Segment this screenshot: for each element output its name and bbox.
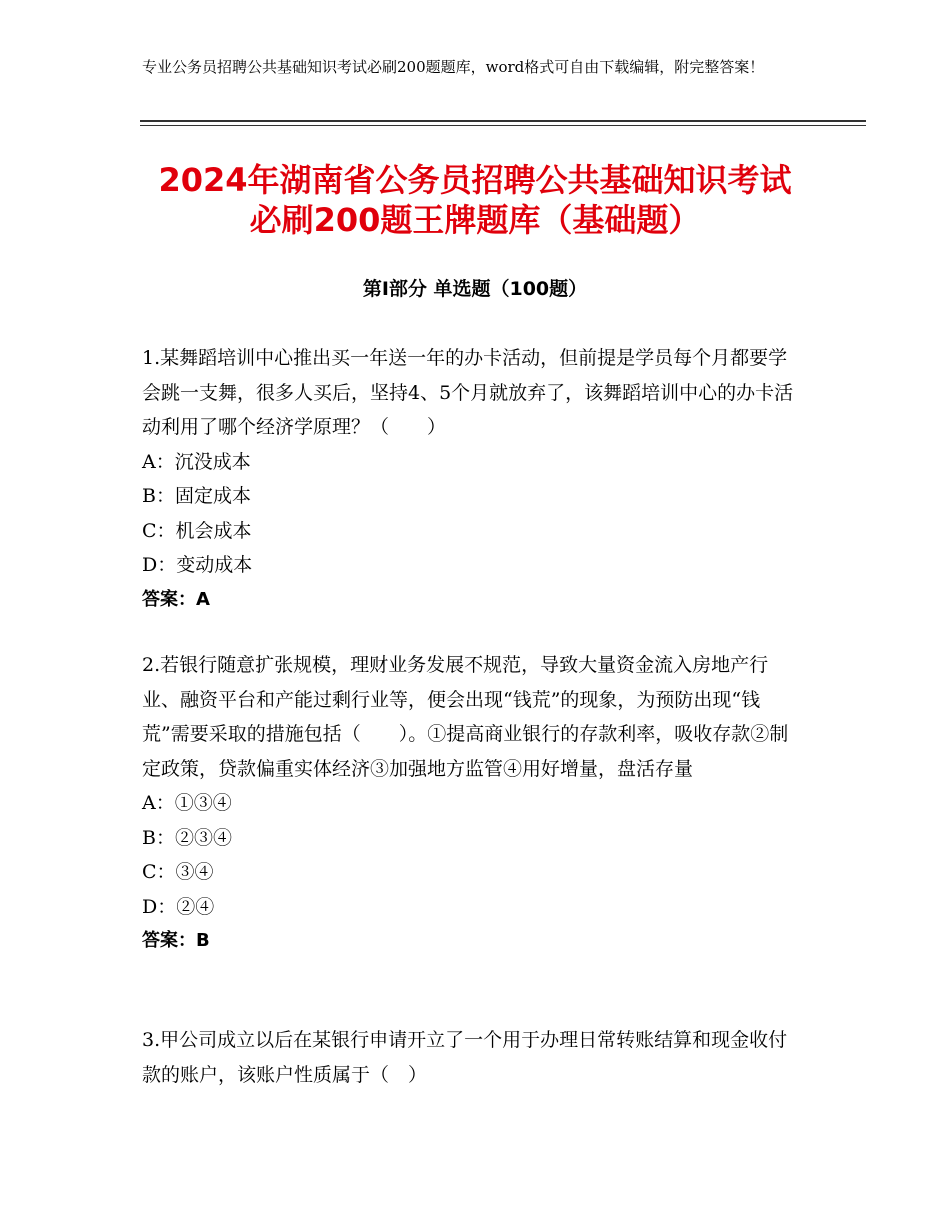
- header-note: 专业公务员招聘公共基础知识考试必刷200题题库，word格式可自由下载编辑，附完整答案！: [142, 58, 765, 76]
- header-divider-thick: [140, 120, 866, 122]
- question-text: 2.若银行随意扩张规模，理财业务发展不规范，导致大量资金流入房地产行业、融资平台和产能过剩行业等，便会出现“钱荒”的现象，为预防出现“钱荒”需要采取的措施包括（ ）。①提高商业银行的存款利率，吸收存款②制定政策，贷款偏重实体经济③加强地方监管④用好增量，盘活存量: [142, 654, 789, 780]
- question-3: [142, 1023, 806, 1092]
- title-line-1: 2024年湖南省公务员招聘公共基础知识考试: [158, 161, 792, 199]
- option-a: A：沉没成本: [142, 450, 251, 473]
- option-c: C：机会成本: [142, 519, 252, 542]
- option-d: D：②④: [142, 895, 215, 918]
- answer-label: 答案：B: [142, 930, 210, 951]
- answer-label: 答案：A: [142, 588, 210, 610]
- question-text: 1.某舞蹈培训中心推出买一年送一年的办卡活动，但前提是学员每个月都要学会跳一支舞，很多人买后，坚持4、5个月就放弃了，该舞蹈培训中心的办卡活动利用了哪个经济学原理？（ ）: [142, 347, 794, 438]
- option-b: B：②③④: [142, 826, 232, 849]
- option-b: B：固定成本: [142, 485, 251, 507]
- question-1: [142, 341, 806, 617]
- question-2: [142, 648, 806, 959]
- title-line-2: 必刷200题王牌题库（基础题）: [249, 201, 701, 239]
- document-title: [100, 160, 850, 240]
- question-text: 3.甲公司成立以后在某银行申请开立了一个用于办理日常转账结算和现金收付款的账户，该账户性质属于（ ）: [142, 1029, 788, 1086]
- option-c: C：③④: [142, 861, 214, 883]
- section-heading: 第I部分 单选题（100题）: [362, 278, 588, 300]
- header-divider-thin: [140, 125, 866, 126]
- option-a: A：①③④: [142, 792, 232, 814]
- option-d: D：变动成本: [142, 554, 253, 576]
